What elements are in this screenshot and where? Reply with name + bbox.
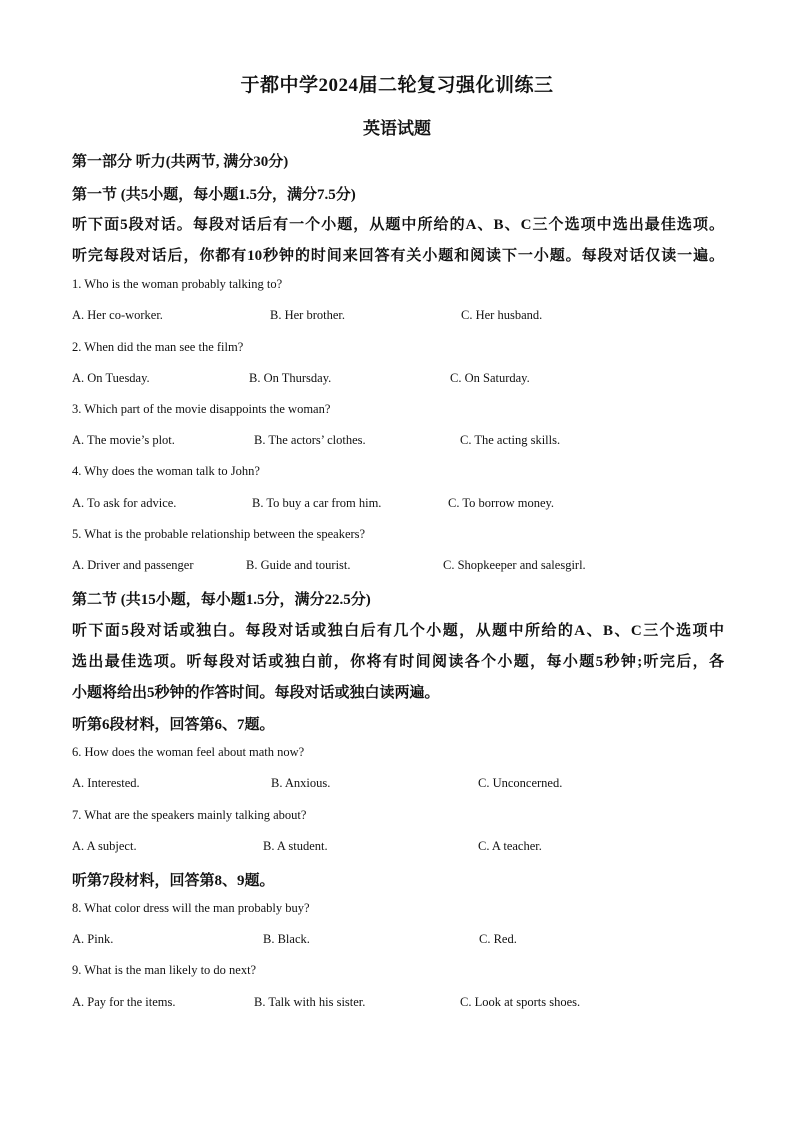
question-2: 2. When did the man see the film? xyxy=(72,340,244,354)
question-2-option-b: B. On Thursday. xyxy=(249,371,332,385)
question-1-option-a: A. Her co-worker. xyxy=(72,308,163,322)
question-7: 7. What are the speakers mainly talking about? xyxy=(72,808,307,822)
question-4: 4. Why does the woman talk to John? xyxy=(72,464,260,478)
question-4-option-c: C. To borrow money. xyxy=(448,496,555,510)
section1-instruction-line1: 听下面5段对话。每段对话后有一个小题，从题中所给的A、B、C三个选项中选出最佳选项。 xyxy=(72,217,724,233)
question-5: 5. What is the probable relationship between the speakers? xyxy=(72,527,366,541)
question-8-option-c: C. Red. xyxy=(479,932,517,946)
question-6: 6. How does the woman feel about math now? xyxy=(72,745,305,759)
part1-heading: 第一部分 听力(共两节, 满分30分) xyxy=(72,154,289,170)
question-1: 1. Who is the woman probably talking to? xyxy=(72,277,283,291)
question-4-option-b: B. To buy a car from him. xyxy=(252,496,382,510)
question-9: 9. What is the man likely to do next? xyxy=(72,963,257,977)
question-6-option-b: B. Anxious. xyxy=(271,776,331,790)
question-3: 3. Which part of the movie disappoints the woman? xyxy=(72,402,331,416)
question-9-option-a: A. Pay for the items. xyxy=(72,995,176,1009)
question-1-option-b: B. Her brother. xyxy=(270,308,345,322)
question-5-option-c: C. Shopkeeper and salesgirl. xyxy=(443,558,586,572)
question-7-option-c: C. A teacher. xyxy=(478,839,542,853)
question-9-option-b: B. Talk with his sister. xyxy=(254,995,366,1009)
question-3-option-b: B. The actors’ clothes. xyxy=(254,433,366,447)
question-7-option-a: A. A subject. xyxy=(72,839,137,853)
section2-instruction-line1: 听下面5段对话或独白。每段对话或独白后有几个小题，从题中所给的A、B、C三个选项中 xyxy=(72,623,724,639)
question-3-option-a: A. The movie’s plot. xyxy=(72,433,175,447)
question-9-option-c: C. Look at sports shoes. xyxy=(460,995,581,1009)
question-3-option-c: C. The acting skills. xyxy=(460,433,561,447)
question-4-option-a: A. To ask for advice. xyxy=(72,496,177,510)
section1-instruction-line2: 听完每段对话后，你都有10秒钟的时间来回答有关小题和阅读下一小题。每段对话仅读一遍。 xyxy=(72,248,724,264)
material-7-heading: 听第7段材料，回答第8、9题。 xyxy=(72,873,275,889)
question-6-option-c: C. Unconcerned. xyxy=(478,776,563,790)
question-8-option-a: A. Pink. xyxy=(72,932,114,946)
section1-heading: 第一节 (共5小题，每小题1.5分，满分7.5分) xyxy=(72,187,356,203)
exam-subtitle: 英语试题 xyxy=(363,119,431,138)
material-6-heading: 听第6段材料，回答第6、7题。 xyxy=(72,717,275,733)
section2-instruction-line2: 选出最佳选项。听每段对话或独白前，你将有时间阅读各个小题，每小题5秒钟;听完后，各 xyxy=(72,654,724,670)
question-8-option-b: B. Black. xyxy=(263,932,310,946)
question-5-option-a: A. Driver and passenger xyxy=(72,558,194,572)
question-5-option-b: B. Guide and tourist. xyxy=(246,558,351,572)
exam-title: 于都中学2024届二轮复习强化训练三 xyxy=(240,75,554,96)
section2-instruction-line3: 小题将给出5秒钟的作答时间。每段对话或独白读两遍。 xyxy=(72,685,440,701)
question-7-option-b: B. A student. xyxy=(263,839,328,853)
question-1-option-c: C. Her husband. xyxy=(461,308,543,322)
question-6-option-a: A. Interested. xyxy=(72,776,140,790)
question-2-option-c: C. On Saturday. xyxy=(450,371,530,385)
section2-heading: 第二节 (共15小题，每小题1.5分，满分22.5分) xyxy=(72,592,371,608)
question-8: 8. What color dress will the man probably buy? xyxy=(72,901,310,915)
question-2-option-a: A. On Tuesday. xyxy=(72,371,150,385)
